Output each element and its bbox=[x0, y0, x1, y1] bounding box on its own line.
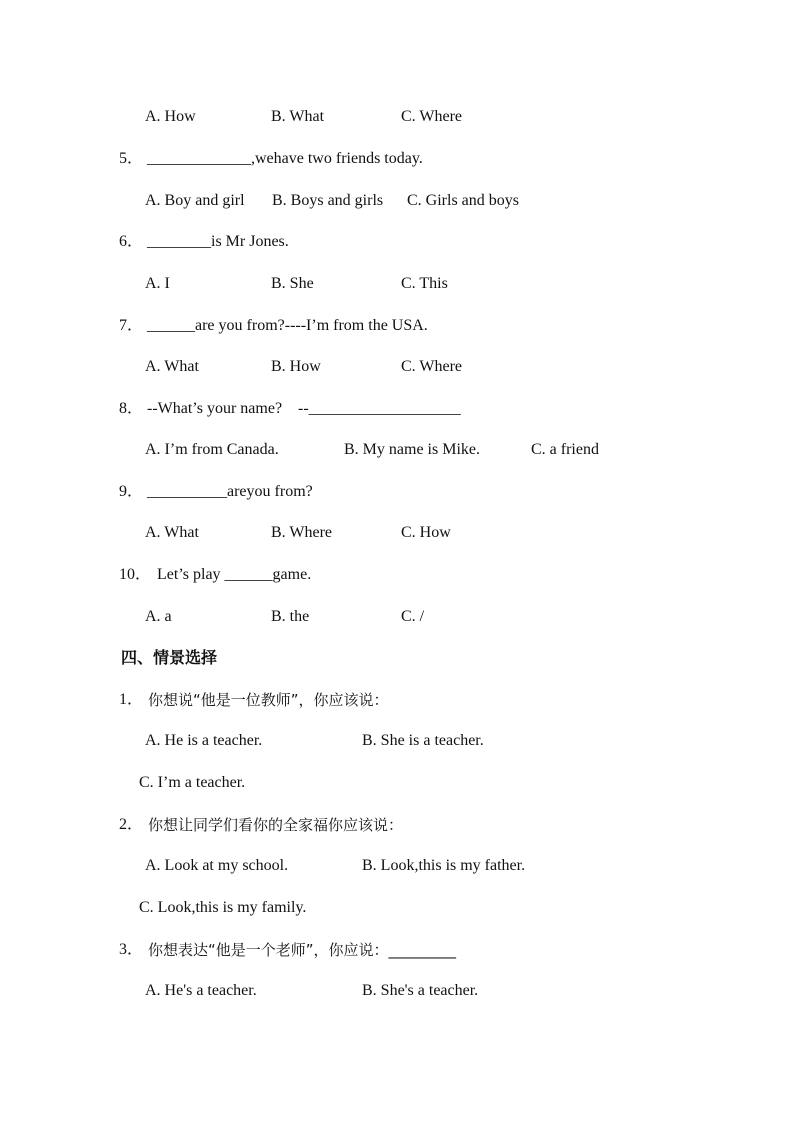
question-stem: ________is Mr Jones. bbox=[147, 233, 289, 250]
option-c: C. / bbox=[401, 608, 425, 625]
s4-q2-option-c-line bbox=[0, 896, 794, 920]
option-c: C. a friend bbox=[531, 441, 599, 458]
s4-q1-option-c-line bbox=[0, 771, 794, 795]
q7-options bbox=[0, 355, 794, 379]
question-stem: 你想让同学们看你的全家福你应该说： bbox=[148, 816, 404, 834]
question-number: 10． bbox=[119, 566, 152, 583]
s4-q1-options bbox=[0, 729, 794, 753]
option-b: B. the bbox=[271, 608, 310, 625]
section-heading bbox=[0, 646, 794, 670]
q10-options bbox=[0, 605, 794, 629]
option-a: A. What bbox=[145, 524, 199, 541]
s4-q3-stem-line bbox=[0, 938, 794, 962]
q9-stem-line bbox=[0, 480, 794, 504]
question-stem: 你想表达“他是一个老师”，你应说：_________ bbox=[148, 941, 457, 959]
option-c: C. This bbox=[401, 275, 448, 292]
option-b: B. She is a teacher. bbox=[362, 732, 484, 749]
option-a: A. He is a teacher. bbox=[145, 732, 263, 749]
option-a: A. What bbox=[145, 358, 199, 375]
question-number: 9． bbox=[119, 483, 144, 500]
question-number: 2． bbox=[119, 816, 144, 833]
option-a: A. I bbox=[145, 275, 170, 292]
section-title: 四、情景选择 bbox=[121, 648, 218, 667]
option-a: A. Boy and girl bbox=[145, 192, 245, 209]
question-number: 1． bbox=[119, 691, 144, 708]
question-stem: _____________,wehave two friends today. bbox=[147, 150, 423, 167]
option-a: A. He's a teacher. bbox=[145, 982, 257, 999]
q8-options bbox=[0, 438, 794, 462]
option-b: B. Where bbox=[271, 524, 333, 541]
option-b: B. She's a teacher. bbox=[362, 982, 479, 999]
s4-q1-stem-line bbox=[0, 688, 794, 712]
q6-stem-line bbox=[0, 230, 794, 254]
q7-stem-line bbox=[0, 314, 794, 338]
option-b: B. Boys and girls bbox=[272, 192, 384, 209]
q5-options bbox=[0, 189, 794, 213]
option-a: A. I’m from Canada. bbox=[145, 441, 279, 458]
option-c: C. Look,this is my family. bbox=[139, 899, 307, 916]
option-a: A. a bbox=[145, 608, 172, 625]
s4-q3-options bbox=[0, 979, 794, 1003]
option-c: C. Girls and boys bbox=[407, 192, 519, 209]
question-stem: --What’s your name? --___________________ bbox=[147, 400, 461, 417]
option-c: C. Where bbox=[401, 108, 463, 125]
option-b: B. She bbox=[271, 275, 314, 292]
option-b: B. My name is Mike. bbox=[344, 441, 480, 458]
q5-stem-line bbox=[0, 147, 794, 171]
question-number: 6． bbox=[119, 233, 144, 250]
question-number: 3． bbox=[119, 941, 144, 958]
option-c: C. How bbox=[401, 524, 451, 541]
q8-stem-line bbox=[0, 397, 794, 421]
option-b: B. How bbox=[271, 358, 321, 375]
question-stem: __________areyou from? bbox=[147, 483, 313, 500]
question-stem: 你想说“他是一位教师”，你应该说： bbox=[148, 691, 389, 709]
question-number: 7． bbox=[119, 317, 144, 334]
question-number: 5． bbox=[119, 150, 144, 167]
option-b: B. What bbox=[271, 108, 325, 125]
option-c: C. Where bbox=[401, 358, 463, 375]
q6-options bbox=[0, 272, 794, 296]
question-stem: Let’s play ______game. bbox=[157, 566, 312, 583]
option-b: B. Look,this is my father. bbox=[362, 857, 526, 874]
s4-q2-options bbox=[0, 854, 794, 878]
q9-options bbox=[0, 521, 794, 545]
q4-options bbox=[0, 105, 794, 129]
question-number: 8． bbox=[119, 400, 144, 417]
option-a: A. How bbox=[145, 108, 196, 125]
question-stem: ______are you from?----I’m from the USA. bbox=[147, 317, 428, 334]
s4-q2-stem-line bbox=[0, 813, 794, 837]
option-c: C. I’m a teacher. bbox=[139, 774, 246, 791]
q10-stem-line bbox=[0, 563, 794, 587]
option-a: A. Look at my school. bbox=[145, 857, 289, 874]
